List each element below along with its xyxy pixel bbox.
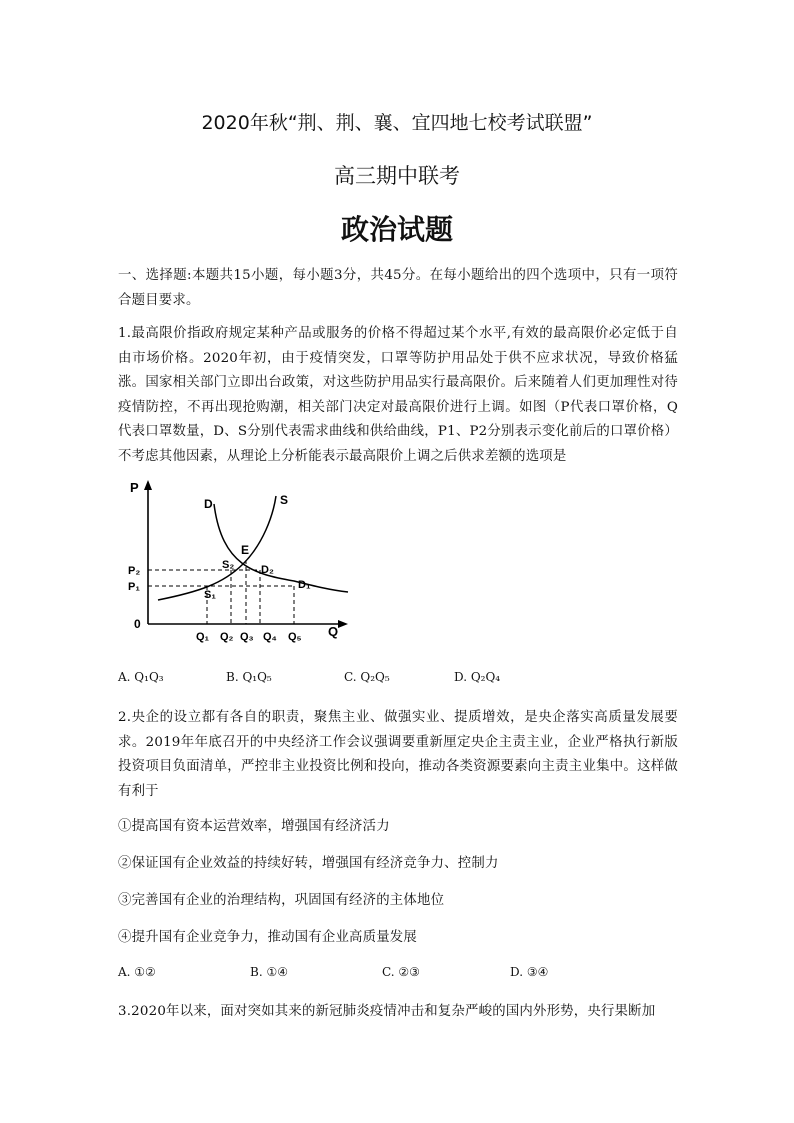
supply-label: S [280, 493, 289, 507]
q2-statement-1: ①提高国有资本运营效率，增强国有经济活力 [118, 819, 390, 834]
question-1-options [118, 670, 678, 690]
q2-statement-3: ③完善国有企业的治理结构，巩固国有经济的主体地位 [118, 893, 445, 908]
question-1-stem: 1.最高限价指政府规定某种产品或服务的价格不得超过某个水平,有效的最高限价必定低于自由市场价格。2020年初，由于疫情突发，口罩等防护用品处于供不应求状况，导致价格猛涨。国家相关部门立即出台政策，对这些防护用品实行最高限价。后来随着人们更加理性对待疫情防控，不再出现抢购潮，相关部门决定对最高限价进行上调。如图（P代表口罩价格，Q代表口罩数量，D、S分别代表需求曲线和供给曲线，P1、P2分别表示变化前后的口罩价格）不考虑其他因素，从理论上分析能表示最高限价上调之后供求差额的选项是 [118, 326, 678, 464]
d1-label: D₁ [298, 579, 311, 591]
s2-label: S₂ [222, 559, 235, 571]
q2-label: Q₂ [220, 631, 234, 643]
exam-alliance-title: 2020年秋“荆、荆、襄、宜四地七校考试联盟” [201, 112, 593, 134]
q1-option-d[interactable]: D. Q₂Q₄ [454, 670, 501, 684]
q4-label: Q₄ [263, 631, 277, 643]
question-2-stem: 2.央企的设立都有各自的职责，聚焦主业、做强实业、提质增效，是央企落实高质量发展要求。2019年年底召开的中央经济工作会议强调要重新厘定央企主责主业，企业严格执行新版投资项目负面清单，严控非主业投资比例和投向，推动各类资源要素向主责主业集中。这样做有利于 [118, 710, 678, 799]
p1-label: P₁ [128, 581, 140, 593]
s1-label: S₁ [204, 589, 216, 601]
p-axis-label: P [130, 480, 139, 495]
p2-label: P₂ [128, 565, 141, 577]
q5-label: Q₅ [288, 631, 302, 643]
q3-label: Q₃ [240, 631, 254, 643]
section-instructions: 一、选择题:本题共15小题，每小题3分，共45分。在每小题给出的四个选项中，只有一项符合题目要求。 [118, 268, 678, 308]
q1-option-b[interactable]: B. Q₁Q₅ [226, 670, 272, 684]
q2-option-b[interactable]: B. ①④ [250, 965, 288, 979]
q1-option-c[interactable]: C. Q₂Q₅ [344, 670, 390, 684]
q1-option-a[interactable]: A. Q₁Q₃ [118, 670, 164, 684]
supply-demand-diagram [118, 476, 358, 648]
subject-title: 政治试题 [340, 213, 453, 246]
supply-curve [158, 496, 276, 600]
q2-option-c[interactable]: C. ②③ [382, 965, 420, 979]
q2-statement-4: ④提升国有企业竞争力，推动国有企业高质量发展 [118, 930, 417, 945]
p-axis-arrow [144, 480, 152, 490]
q-axis-label: Q [328, 624, 339, 639]
d2-label: D₂ [261, 564, 274, 576]
question-2-options [118, 965, 678, 985]
demand-label: D [204, 497, 213, 511]
demand-curve [214, 504, 348, 592]
origin-label: 0 [134, 617, 141, 631]
q1-label: Q₁ [196, 631, 210, 643]
q2-option-d[interactable]: D. ③④ [510, 965, 549, 979]
question-3-stem: 3.2020年以来，面对突如其来的新冠肺炎疫情冲击和复杂严峻的国内外形势，央行果断加 [118, 1004, 656, 1019]
q2-option-a[interactable]: A. ①② [118, 965, 156, 979]
equilibrium-label: E [241, 543, 250, 557]
exam-subtitle: 高三期中联考 [334, 164, 460, 188]
q-axis-arrow [338, 620, 348, 628]
q2-statement-2: ②保证国有企业效益的持续好转，增强国有经济竞争力、控制力 [118, 856, 499, 871]
